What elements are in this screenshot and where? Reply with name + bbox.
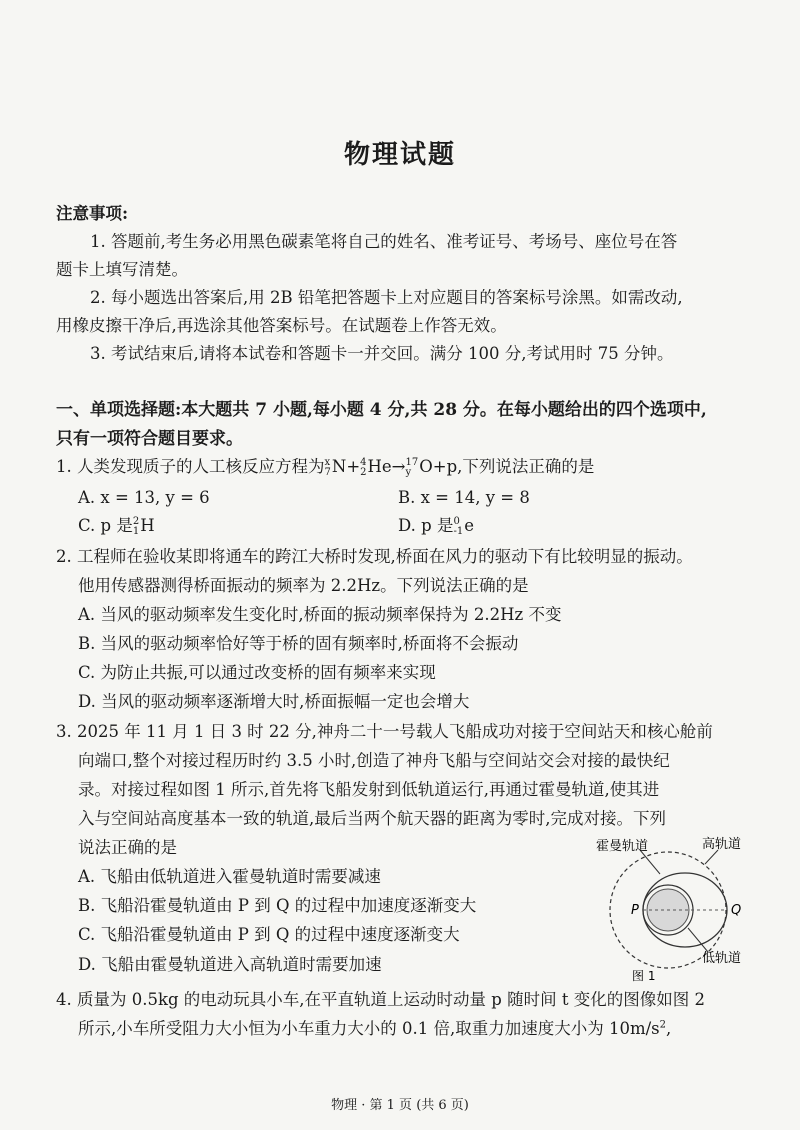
q2-option-b: B. 当风的驱动频率恰好等于桥的固有频率时,桥面将不会振动 (78, 634, 519, 653)
q3-stem-line-4: 入与空间站高度基本一致的轨道,最后当两个航天器的距离为零时,完成对接。下列 (78, 809, 666, 828)
label-point-p: P (631, 903, 639, 918)
notice-item-3: 3. 考试结束后,请将本试卷和答题卡一并交回。满分 100 分,考试用时 75 分钟。 (90, 344, 674, 363)
q1-option-d-text: D. p 是 (398, 516, 454, 535)
label-high-orbit: 高轨道 (702, 837, 742, 852)
q1-option-d (398, 516, 474, 537)
nuclide-o-charge: y (405, 466, 412, 478)
q2-option-d: D. 当风的驱动频率逐渐增大时,桥面振幅一定也会增大 (78, 692, 470, 711)
nuclide-o-symbol: O (419, 457, 433, 476)
nuclide-n-charge: 7 (324, 466, 331, 478)
nuclide-e (453, 517, 463, 537)
q3-stem-line-5: 说法正确的是 (78, 838, 177, 857)
q4-stem-line-2 (78, 1019, 671, 1039)
q1-stem-post: +p,下列说法正确的是 (432, 457, 595, 476)
nuclide-h (133, 517, 139, 537)
q2-stem-line-1: 2. 工程师在验收某即将通车的跨江大桥时发现,桥面在风力的驱动下有比较明显的振动。 (56, 547, 693, 566)
q1-stem-pre: 1. 人类发现质子的人工核反应方程为 (56, 457, 325, 476)
q4-stem-line-2-text: 所示,小车所受阻力大小恒为小车重力大小的 0.1 倍,取重力加速度大小为 10m/s (78, 1019, 660, 1038)
plus-sign: + (346, 457, 361, 476)
nuclide-o (406, 458, 419, 478)
notice-item-2-line-1: 2. 每小题选出答案后,用 2B 铅笔把答题卡上对应题目的答案标号涂黑。如需改动, (90, 288, 683, 307)
nuclide-he-symbol: He (367, 457, 392, 476)
nuclide-n-mass: x (324, 456, 331, 468)
q1-option-c-text: C. p 是 (78, 516, 133, 535)
question-1-stem (56, 457, 594, 478)
notice-item-1-line-1: 1. 答题前,考生务必用黑色碳素笔将自己的姓名、准考证号、考场号、座位号在答 (90, 232, 678, 251)
nuclide-n (325, 458, 331, 478)
nuclide-h-symbol: H (140, 516, 155, 535)
notice-item-1-line-2: 题卡上填写清楚。 (56, 260, 188, 279)
low-leader (688, 928, 708, 952)
notice-heading: 注意事项: (56, 204, 129, 223)
nuclide-he (360, 458, 366, 478)
nuclide-e-symbol: e (464, 516, 474, 535)
section-1-heading-line-1: 一、单项选择题:本大题共 7 小题,每小题 4 分,共 28 分。在每小题给出的四个选项中, (56, 400, 707, 420)
q1-option-c (78, 516, 155, 537)
nuclide-n-symbol: N (331, 457, 347, 476)
q3-stem-line-2: 向端口,整个对接过程历时约 3.5 小时,创造了神舟飞船与空间站交会对接的最快纪 (78, 751, 670, 770)
q3-option-b: B. 飞船沿霍曼轨道由 P 到 Q 的过程中加速度逐渐变大 (78, 896, 477, 915)
high-leader (705, 850, 718, 864)
label-low-orbit: 低轨道 (702, 951, 742, 966)
q3-option-d: D. 飞船由霍曼轨道进入高轨道时需要加速 (78, 955, 382, 974)
nuclide-e-charge: -1 (453, 525, 464, 537)
nuclide-o-mass: 17 (405, 456, 419, 468)
label-hohmann-orbit: 霍曼轨道 (596, 839, 649, 854)
nuclide-h-mass: 2 (132, 515, 140, 527)
q3-stem-line-1: 3. 2025 年 11 月 1 日 3 时 22 分,神舟二十一号载人飞船成功对接于空间站天和核心舱前 (56, 722, 713, 741)
q4-trailing-comma: , (666, 1019, 672, 1038)
nuclide-e-mass: 0 (453, 515, 460, 527)
section-1-heading-line-2: 只有一项符合题目要求。 (56, 429, 243, 449)
q3-option-c: C. 飞船沿霍曼轨道由 P 到 Q 的过程中速度逐渐变大 (78, 925, 460, 944)
q2-stem-line-2: 他用传感器测得桥面振动的频率为 2.2Hz。下列说法正确的是 (78, 576, 529, 595)
q3-stem-line-3: 录。对接过程如图 1 所示,首先将飞船发射到低轨道运行,再通过霍曼轨道,使其进 (78, 780, 660, 799)
page-footer: 物理 · 第 1 页 (共 6 页) (331, 1098, 469, 1113)
orbit-figure (590, 836, 790, 986)
q3-option-a: A. 飞船由低轨道进入霍曼轨道时需要减速 (78, 867, 381, 886)
q2-option-a: A. 当风的驱动频率发生变化时,桥面的振动频率保持为 2.2Hz 不变 (78, 605, 562, 624)
q4-stem-line-1: 4. 质量为 0.5kg 的电动玩具小车,在平直轨道上运动时动量 p 随时间 t 变化的图像如图 2 (56, 990, 705, 1009)
label-point-q: Q (731, 903, 742, 918)
reaction-arrow: → (391, 457, 406, 476)
q1-option-a: A. x = 13, y = 6 (78, 488, 210, 507)
nuclide-he-charge: 2 (360, 466, 367, 478)
page-title: 物理试题 (343, 140, 456, 170)
q2-option-c: C. 为防止共振,可以通过改变桥的固有频率来实现 (78, 663, 436, 682)
nuclide-h-charge: 1 (132, 525, 140, 537)
nuclide-he-mass: 4 (360, 456, 367, 468)
q4-exponent: 2 (659, 1019, 667, 1031)
q1-option-b: B. x = 14, y = 8 (398, 488, 530, 507)
figure-caption: 图 1 (632, 969, 656, 983)
notice-item-2-line-2: 用橡皮擦干净后,再选涂其他答案标号。在试题卷上作答无效。 (56, 316, 507, 335)
